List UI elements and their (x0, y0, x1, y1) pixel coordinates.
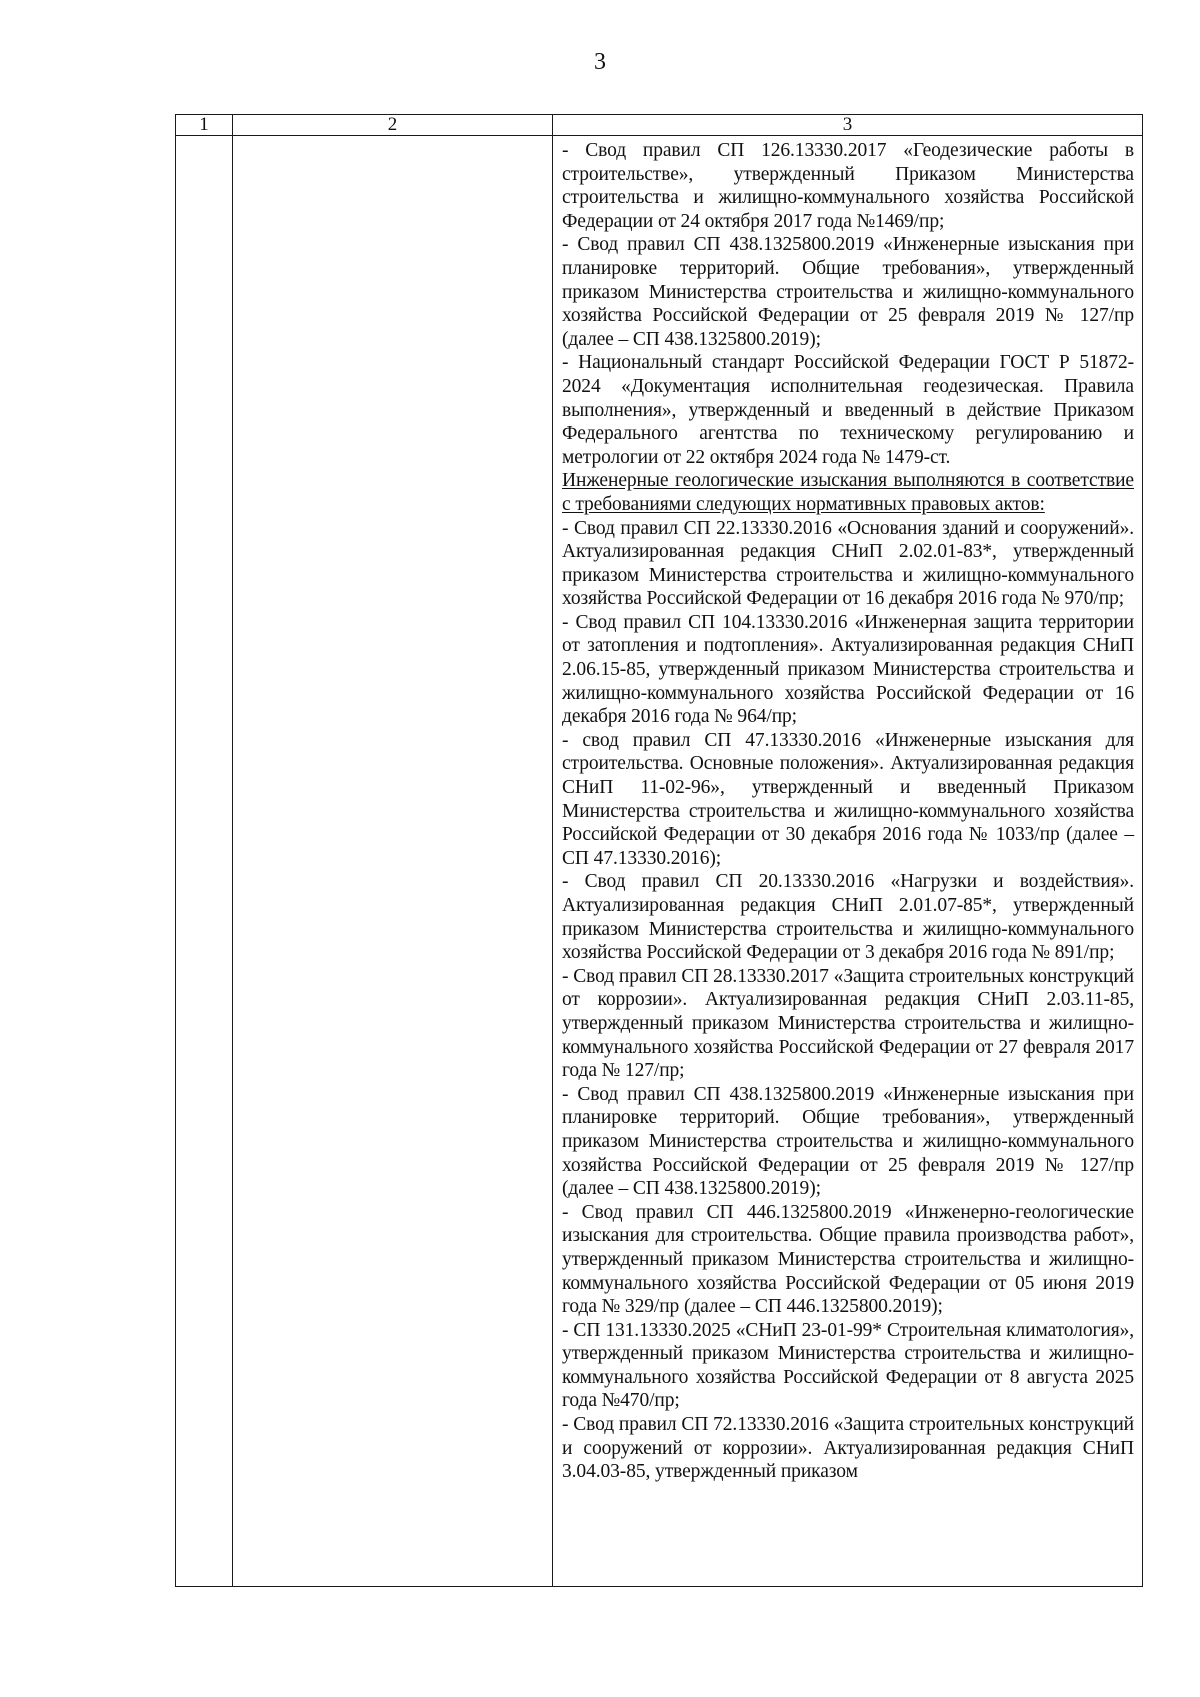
paragraph-sp-446: - Свод правил СП 446.1325800.2019 «Инженерно-геологические изыскания для строительства. Общие правила производства работ», утвержденный приказом Министерства строительства и жилищно-коммунального хозяйства Российской Федерации от 05 июня 2019 года № 329/пр (далее – СП 446.1325800.2019); (562, 1201, 1134, 1318)
paragraph-sp-47: - свод правил СП 47.13330.2016 «Инженерные изыскания для строительства. Основные положения». Актуализированная редакция СНиП 11-02-96», утвержденный и введенный Приказом Министерства строительства и жилищно-коммунального хозяйства Российской Федерации от 30 декабря 2016 года № 1033/пр (далее – СП 47.13330.2016); (562, 729, 1134, 869)
paragraph-sp-28: - Свод правил СП 28.13330.2017 «Защита строительных конструкций от коррозии». Актуализированная редакция СНиП 2.03.11-85, утвержденный приказом Министерства строительства и жилищно-коммунального хозяйства Российской Федерации от 27 февраля 2017 года № 127/пр; (562, 965, 1134, 1082)
column-header-3: 3 (553, 115, 1143, 136)
paragraph-gost-51872: - Национальный стандарт Российской Федерации ГОСТ Р 51872-2024 «Документация исполнительная геодезическая. Правила выполнения», утвержденный и введенный в действие Приказом Федерального агентства по техническому регулированию и метрологии от 22 октября 2024 года № 1479-ст. (562, 352, 1134, 468)
cell-column-2 (233, 136, 553, 1587)
paragraph-sp-126: - Свод правил СП 126.13330.2017 «Геодезические работы в строительстве», утвержденный Приказом Министерства строительства и жилищно-коммунального хозяйства Российской Федерации от 24 октября 2017 года №1469/пр; (562, 140, 1134, 232)
cell-column-1 (176, 136, 233, 1587)
paragraph-sp-438-a: - Свод правил СП 438.1325800.2019 «Инженерные изыскания при планировке территорий. Общие требования», утвержденный приказом Министерства строительства и жилищно-коммунального хозяйства Российской Федерации от 25 февраля 2019 № 127/пр (далее – СП 438.1325800.2019); (562, 234, 1134, 350)
paragraph-sp-104: - Свод правил СП 104.13330.2016 «Инженерная защита территории от затопления и подтопления». Актуализированная редакция СНиП 2.06.15-85, утвержденный приказом Министерства строительства и жилищно-коммунального хозяйства Российской Федерации от 16 декабря 2016 года № 964/пр; (562, 611, 1134, 728)
section-heading-geology: Инженерные геологические изыскания выполняются в соответствие с требованиями следующих нормативных правовых актов: (562, 470, 1134, 515)
table-header-row (176, 115, 1143, 136)
cell-column-3 (553, 136, 1143, 1587)
requirements-table (175, 114, 1143, 1587)
table-row (176, 136, 1143, 1587)
paragraph-sp-22: - Свод правил СП 22.13330.2016 «Основания зданий и сооружений». Актуализированная редакция СНиП 2.02.01-83*, утвержденный приказом Министерства строительства и жилищно-коммунального хозяйства Российской Федерации от 16 декабря 2016 года № 970/пр; (562, 517, 1134, 610)
paragraph-sp-131: - СП 131.13330.2025 «СНиП 23-01-99* Строительная климатология», утвержденный приказом Министерства строительства и жилищно-коммунального хозяйства Российской Федерации от 8 августа 2025 года №470/пр; (562, 1319, 1134, 1412)
paragraph-sp-438-b: - Свод правил СП 438.1325800.2019 «Инженерные изыскания при планировке территорий. Общие требования», утвержденный приказом Министерства строительства и жилищно-коммунального хозяйства Российской Федерации от 25 февраля 2019 № 127/пр (далее – СП 438.1325800.2019); (562, 1083, 1134, 1200)
page-number: 3 (594, 49, 606, 75)
paragraph-sp-72: - Свод правил СП 72.13330.2016 «Защита строительных конструкций и сооружений от коррозии». Актуализированная редакция СНиП 3.04.03-85, утвержденный приказом (562, 1414, 1134, 1483)
column-header-2: 2 (233, 115, 553, 136)
column-header-1: 1 (176, 115, 233, 136)
paragraph-sp-20: - Свод правил СП 20.13330.2016 «Нагрузки и воздействия». Актуализированная редакция СНиП 2.01.07-85*, утвержденный приказом Министерства строительства и жилищно-коммунального хозяйства Российской Федерации от 3 декабря 2016 года № 891/пр; (562, 871, 1134, 964)
